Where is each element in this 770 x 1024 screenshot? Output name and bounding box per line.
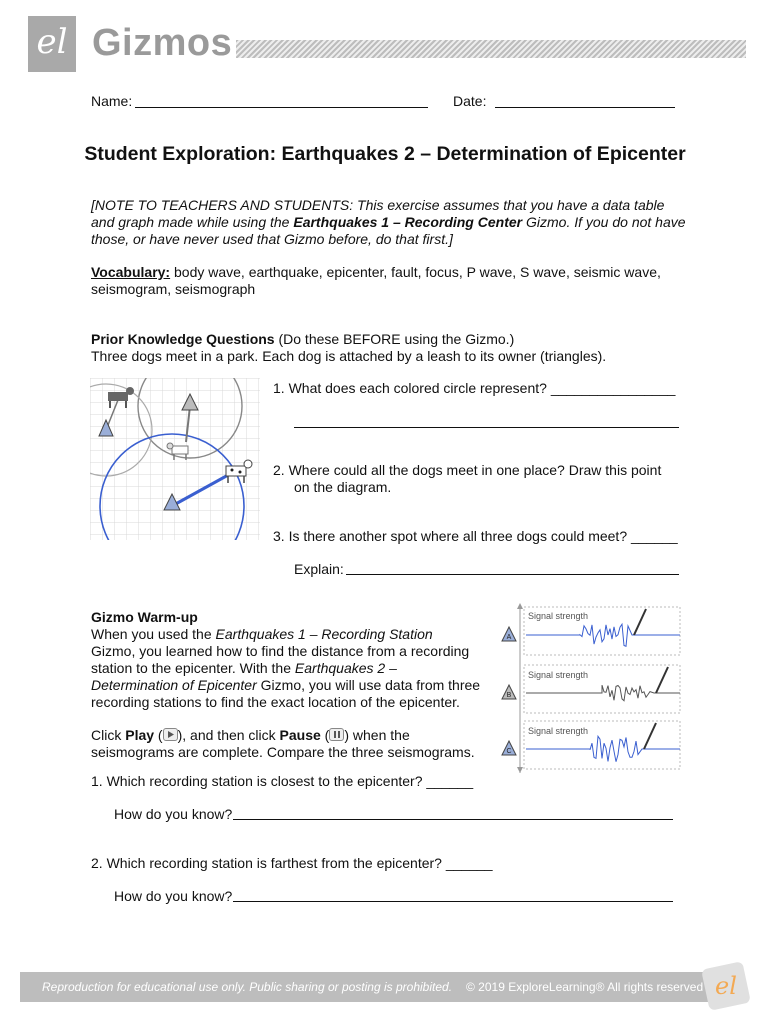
warmup-gizmo-name: Determination of Epicenter: [91, 677, 257, 693]
stylus-needle: [656, 667, 668, 693]
prior-heading-note: (Do these BEFORE using the Gizmo.): [274, 331, 515, 347]
vocabulary-line-2: seismogram, seismograph: [91, 281, 256, 297]
pause-icon[interactable]: [329, 728, 344, 741]
prior-question-1: 1. What does each colored circle represent? ________________: [273, 380, 676, 396]
explain-label: Explain:: [294, 561, 344, 577]
prior-heading: [91, 331, 514, 348]
note-gizmo-name: Earthquakes 1 – Recording Center: [293, 214, 523, 230]
prior-question-2: 2. Where could all the dogs meet in one place? Draw this point: [273, 462, 662, 478]
warmup-text: Gizmo, you will use data from three: [256, 677, 481, 693]
seismogram-label-a: Signal strength: [528, 611, 589, 621]
name-label: Name:: [91, 93, 133, 109]
prior-question-3: 3. Is there another spot where all three dogs could meet? ______: [273, 528, 678, 544]
station-letter: C: [506, 748, 512, 755]
seismogram-trace: [526, 624, 680, 646]
warmup-text: Click: [91, 727, 126, 743]
warmup-line-5: recording stations to find the exact location of the epicenter.: [91, 694, 460, 710]
vocabulary-line-1: [91, 264, 661, 281]
how-know-label-1: How do you know?: [114, 806, 233, 822]
warmup-line-1: [91, 626, 433, 643]
stylus-needle: [644, 723, 656, 749]
header-hatch-band: [236, 40, 746, 58]
warmup-line-7: seismograms are complete. Compare the three seismograms.: [91, 744, 475, 760]
warmup-text: (: [154, 727, 163, 743]
note-line-1: [NOTE TO TEACHERS AND STUDENTS: This exercise assumes that you have a data table: [91, 197, 665, 213]
el-logo-icon: el: [36, 22, 68, 62]
name-field[interactable]: [135, 107, 428, 108]
how-know-field-1[interactable]: [233, 819, 673, 820]
seismogram-trace: [526, 736, 680, 761]
note-text: Gizmo. If you do not have: [522, 214, 686, 230]
play-label: Play: [125, 727, 155, 743]
seismogram-panel: [498, 603, 682, 775]
warmup-question-1: 1. Which recording station is closest to the epicenter? ______: [91, 773, 474, 789]
seismogram-label-b: Signal strength: [528, 670, 589, 680]
stylus-needle: [634, 609, 646, 635]
warmup-question-2: 2. Which recording station is farthest from the epicenter? ______: [91, 855, 493, 871]
note-line-2: [91, 214, 686, 231]
warmup-text: station to the epicenter. With the: [91, 660, 295, 676]
warmup-line-6: [91, 727, 410, 744]
play-icon[interactable]: [163, 728, 178, 741]
how-know-field-2[interactable]: [233, 901, 673, 902]
warmup-text: ) when the: [344, 727, 410, 743]
warmup-text: When you used the: [91, 626, 216, 642]
prior-intro: Three dogs meet in a park. Each dog is attached by a leash to its owner (triangles).: [91, 348, 607, 364]
footer-disclaimer: Reproduction for educational use only. Public sharing or posting is prohibited.: [42, 980, 453, 994]
warmup-line-2: Gizmo, you learned how to find the distance from a recording: [91, 643, 470, 659]
note-line-3: those, or have never used that Gizmo before, do that first.]: [91, 231, 453, 247]
dog-diagram: [90, 378, 260, 540]
prior-heading-text: Prior Knowledge Questions: [91, 331, 275, 347]
pause-label: Pause: [279, 727, 321, 743]
explain-field[interactable]: [346, 574, 679, 575]
warmup-heading: Gizmo Warm-up: [91, 609, 198, 625]
station-letter: B: [506, 692, 512, 699]
seismogram-label-c: Signal strength: [528, 726, 589, 736]
warmup-gizmo-name: Earthquakes 1 – Recording Station: [215, 626, 433, 642]
warmup-gizmo-name: Earthquakes 2 –: [294, 660, 397, 676]
page-title: Student Exploration: Earthquakes 2 – Determination of Epicenter: [84, 143, 686, 165]
note-text: and graph made while using the: [91, 214, 294, 230]
date-field[interactable]: [495, 107, 675, 108]
warmup-text: ), and then click: [177, 727, 280, 743]
vocabulary-label: Vocabulary:: [91, 264, 171, 280]
date-label: Date:: [453, 93, 487, 109]
footer-el-logo-icon: el: [715, 972, 737, 1000]
warmup-line-3: [91, 660, 397, 677]
station-letter: A: [506, 634, 512, 641]
prior-question-2-cont: on the diagram.: [294, 479, 392, 495]
footer-copyright: © 2019 ExploreLearning® All rights reserved: [466, 980, 704, 994]
brand-title: Gizmos: [92, 22, 233, 64]
answer-line-q1[interactable]: [294, 427, 679, 428]
warmup-text: (: [320, 727, 330, 743]
how-know-label-2: How do you know?: [114, 888, 233, 904]
vocabulary-terms: body wave, earthquake, epicenter, fault, focus, P wave, S wave, seismic wave,: [170, 264, 661, 280]
warmup-line-4: [91, 677, 480, 694]
